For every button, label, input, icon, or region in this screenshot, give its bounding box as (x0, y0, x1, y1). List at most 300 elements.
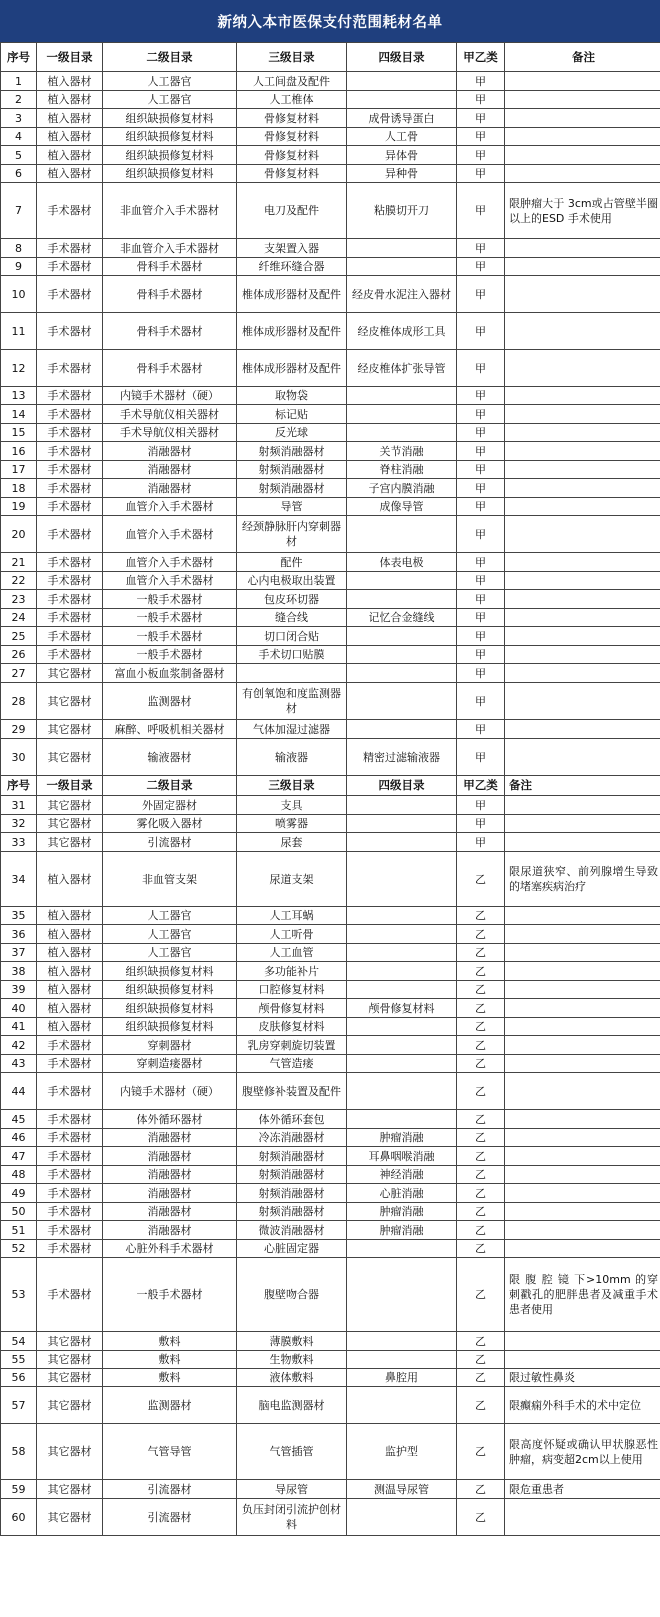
cell-level2: 人工器官 (103, 72, 237, 91)
cell-note (505, 1129, 660, 1147)
cell-level1: 手术器材 (37, 442, 103, 461)
cell-seq: 51 (1, 1221, 37, 1240)
cell-level1: 植入器材 (37, 962, 103, 981)
cell-level3: 液体敷料 (237, 1369, 347, 1387)
cell-note (505, 387, 660, 405)
cell-level1: 手术器材 (37, 1203, 103, 1221)
cell-level2: 体外循环器材 (103, 1110, 237, 1129)
cell-note (505, 461, 660, 479)
cell-level1: 手术器材 (37, 1240, 103, 1258)
cell-level2: 人工器官 (103, 907, 237, 925)
cell-class: 乙 (457, 1203, 505, 1221)
cell-note (505, 1499, 660, 1536)
table-row (1, 387, 660, 405)
header-cell-level3: 三级目录 (237, 43, 347, 72)
cell-class: 乙 (457, 1258, 505, 1332)
cell-level2: 敷料 (103, 1351, 237, 1369)
cell-note (505, 1147, 660, 1166)
cell-class: 甲 (457, 683, 505, 720)
cell-seq: 14 (1, 405, 37, 424)
cell-level3: 输液器 (237, 739, 347, 776)
header-cell-seq: 序号 (1, 43, 37, 72)
header-cell-note: 备注 (505, 43, 660, 72)
cell-seq: 4 (1, 128, 37, 146)
cell-level4 (347, 833, 457, 852)
cell-seq: 21 (1, 553, 37, 572)
cell-level3: 射频消融器材 (237, 1184, 347, 1203)
cell-class: 甲 (457, 128, 505, 146)
cell-seq: 8 (1, 239, 37, 258)
cell-level1: 其它器材 (37, 796, 103, 815)
cell-level2: 消融器材 (103, 1147, 237, 1166)
cell-level2: 穿刺器材 (103, 1036, 237, 1055)
cell-seq: 52 (1, 1240, 37, 1258)
cell-note: 限危重患者 (505, 1480, 660, 1499)
cell-seq: 28 (1, 683, 37, 720)
table-row (1, 739, 660, 776)
cell-class: 乙 (457, 944, 505, 962)
cell-level1: 植入器材 (37, 925, 103, 944)
cell-class: 乙 (457, 981, 505, 999)
cell-level2: 穿刺造瘘器材 (103, 1055, 237, 1073)
cell-level4: 体表电极 (347, 553, 457, 572)
cell-level4 (347, 852, 457, 907)
table-row (1, 72, 660, 91)
table-row (1, 424, 660, 442)
cell-level3: 标记贴 (237, 405, 347, 424)
cell-level4 (347, 516, 457, 553)
cell-level4: 成骨诱导蛋白 (347, 109, 457, 128)
cell-level1: 其它器材 (37, 739, 103, 776)
table-row (1, 627, 660, 646)
cell-level3: 人工听骨 (237, 925, 347, 944)
cell-note (505, 1203, 660, 1221)
cell-note (505, 239, 660, 258)
cell-level3: 皮肤修复材料 (237, 1018, 347, 1036)
cell-note (505, 796, 660, 815)
cell-class: 乙 (457, 1147, 505, 1166)
cell-level4 (347, 424, 457, 442)
cell-level4 (347, 627, 457, 646)
cell-level1: 手术器材 (37, 479, 103, 498)
cell-seq: 10 (1, 276, 37, 313)
cell-class: 甲 (457, 796, 505, 815)
table-row (1, 962, 660, 981)
cell-note: 限 腹 腔 镜 下>10mm 的穿刺戳孔的肥胖患者及减重手术患者使用 (505, 1258, 660, 1332)
table-row (1, 852, 660, 907)
cell-note (505, 944, 660, 962)
cell-level2: 内镜手术器材（硬） (103, 1073, 237, 1110)
cell-seq: 53 (1, 1258, 37, 1332)
cell-level1: 手术器材 (37, 387, 103, 405)
table-row (1, 146, 660, 165)
cell-level2: 富血小板血浆制备器材 (103, 664, 237, 683)
cell-note (505, 981, 660, 999)
cell-level2: 引流器材 (103, 1499, 237, 1536)
cell-level2: 监测器材 (103, 1387, 237, 1424)
cell-class: 甲 (457, 461, 505, 479)
cell-note (505, 1073, 660, 1110)
cell-level2: 心脏外科手术器材 (103, 1240, 237, 1258)
cell-level1: 手术器材 (37, 1055, 103, 1073)
cell-level1: 其它器材 (37, 1369, 103, 1387)
cell-level4: 颅骨修复材料 (347, 999, 457, 1018)
cell-level2: 手术导航仪相关器材 (103, 405, 237, 424)
cell-level2: 消融器材 (103, 1184, 237, 1203)
cell-level2: 消融器材 (103, 442, 237, 461)
table-row (1, 1184, 660, 1203)
cell-class: 甲 (457, 91, 505, 109)
cell-level4: 异体骨 (347, 146, 457, 165)
cell-note (505, 739, 660, 776)
cell-level3: 纤维环缝合器 (237, 258, 347, 276)
cell-level2: 一般手术器材 (103, 646, 237, 664)
cell-seq: 27 (1, 664, 37, 683)
cell-level4: 肿瘤消融 (347, 1129, 457, 1147)
cell-class: 甲 (457, 387, 505, 405)
cell-seq: 56 (1, 1369, 37, 1387)
cell-level3: 体外循环套包 (237, 1110, 347, 1129)
cell-level4 (347, 258, 457, 276)
cell-note (505, 907, 660, 925)
cell-level3: 负压封闭引流护创材料 (237, 1499, 347, 1536)
table-row (1, 165, 660, 183)
cell-note: 限过敏性鼻炎 (505, 1369, 660, 1387)
cell-seq: 18 (1, 479, 37, 498)
cell-level3: 人工间盘及配件 (237, 72, 347, 91)
cell-class: 乙 (457, 999, 505, 1018)
cell-level1: 植入器材 (37, 72, 103, 91)
cell-seq: 17 (1, 461, 37, 479)
cell-level4: 经皮椎体扩张导管 (347, 350, 457, 387)
table-row (1, 498, 660, 516)
cell-level2: 组织缺损修复材料 (103, 962, 237, 981)
cell-seq: 23 (1, 590, 37, 609)
cell-level3: 支架置入器 (237, 239, 347, 258)
cell-level1: 手术器材 (37, 258, 103, 276)
cell-level4: 记忆合金缝线 (347, 609, 457, 627)
cell-level2: 组织缺损修复材料 (103, 999, 237, 1018)
cell-level2: 组织缺损修复材料 (103, 128, 237, 146)
cell-note (505, 516, 660, 553)
cell-level3: 人工椎体 (237, 91, 347, 109)
cell-level3: 生物敷料 (237, 1351, 347, 1369)
cell-note (505, 442, 660, 461)
cell-level1: 植入器材 (37, 907, 103, 925)
cell-level4: 肿瘤消融 (347, 1221, 457, 1240)
cell-level3 (237, 664, 347, 683)
cell-level4: 耳鼻咽喉消融 (347, 1147, 457, 1166)
table-row (1, 1387, 660, 1424)
cell-level2: 非血管介入手术器材 (103, 239, 237, 258)
cell-level2: 血管介入手术器材 (103, 516, 237, 553)
cell-level3: 口腔修复材料 (237, 981, 347, 999)
cell-seq: 46 (1, 1129, 37, 1147)
cell-level3: 有创氧饱和度监测器材 (237, 683, 347, 720)
cell-level4: 经皮椎体成形工具 (347, 313, 457, 350)
cell-note (505, 553, 660, 572)
cell-level3: 骨修复材料 (237, 109, 347, 128)
cell-level4 (347, 815, 457, 833)
cell-level4 (347, 91, 457, 109)
cell-class: 甲 (457, 609, 505, 627)
cell-level3: 手术切口贴膜 (237, 646, 347, 664)
cell-level4: 关节消融 (347, 442, 457, 461)
cell-level4: 异种骨 (347, 165, 457, 183)
cell-level2: 人工器官 (103, 925, 237, 944)
cell-seq: 29 (1, 720, 37, 739)
cell-class: 甲 (457, 258, 505, 276)
header-cell-level3: 三级目录 (237, 776, 347, 796)
cell-level3: 气体加湿过滤器 (237, 720, 347, 739)
cell-level4: 精密过滤输液器 (347, 739, 457, 776)
cell-level3: 脑电监测器材 (237, 1387, 347, 1424)
cell-level3: 导尿管 (237, 1480, 347, 1499)
cell-class: 乙 (457, 1221, 505, 1240)
table-row (1, 1240, 660, 1258)
cell-level4 (347, 572, 457, 590)
cell-note (505, 1240, 660, 1258)
cell-level2: 一般手术器材 (103, 590, 237, 609)
cell-level3: 包皮环切器 (237, 590, 347, 609)
cell-class: 甲 (457, 553, 505, 572)
cell-level1: 其它器材 (37, 683, 103, 720)
cell-level3: 尿套 (237, 833, 347, 852)
cell-seq: 45 (1, 1110, 37, 1129)
cell-level1: 植入器材 (37, 109, 103, 128)
cell-level1: 手术器材 (37, 239, 103, 258)
cell-level4 (347, 1073, 457, 1110)
cell-note (505, 999, 660, 1018)
cell-note (505, 609, 660, 627)
cell-level4 (347, 1055, 457, 1073)
cell-level1: 手术器材 (37, 516, 103, 553)
cell-class: 甲 (457, 739, 505, 776)
cell-level4 (347, 981, 457, 999)
cell-class: 乙 (457, 1369, 505, 1387)
cell-level4 (347, 907, 457, 925)
table-row (1, 999, 660, 1018)
table-row (1, 1369, 660, 1387)
cell-level3: 射频消融器材 (237, 442, 347, 461)
cell-level1: 其它器材 (37, 1387, 103, 1424)
cell-note (505, 109, 660, 128)
cell-class: 乙 (457, 1166, 505, 1184)
cell-level4 (347, 796, 457, 815)
cell-level1: 手术器材 (37, 498, 103, 516)
cell-level2: 消融器材 (103, 1129, 237, 1147)
header-cell-level1: 一级目录 (37, 43, 103, 72)
cell-level1: 植入器材 (37, 999, 103, 1018)
cell-seq: 43 (1, 1055, 37, 1073)
cell-level3: 薄膜敷料 (237, 1332, 347, 1351)
cell-level3: 椎体成形器材及配件 (237, 276, 347, 313)
cell-class: 甲 (457, 572, 505, 590)
table-row (1, 239, 660, 258)
table-row (1, 796, 660, 815)
table-row (1, 590, 660, 609)
cell-level4: 鼻腔用 (347, 1369, 457, 1387)
cell-note: 限尿道狭窄、前列腺增生导致的堵塞疾病治疗 (505, 852, 660, 907)
cell-level1: 其它器材 (37, 1480, 103, 1499)
cell-class: 乙 (457, 1184, 505, 1203)
table-row (1, 1147, 660, 1166)
cell-level2: 引流器材 (103, 1480, 237, 1499)
cell-level1: 手术器材 (37, 646, 103, 664)
cell-note (505, 165, 660, 183)
cell-note (505, 405, 660, 424)
cell-level2: 组织缺损修复材料 (103, 165, 237, 183)
cell-level1: 植入器材 (37, 981, 103, 999)
cell-level3: 经颈静脉肝内穿刺器材 (237, 516, 347, 553)
cell-seq: 32 (1, 815, 37, 833)
table-row (1, 405, 660, 424)
cell-note (505, 815, 660, 833)
table-row (1, 128, 660, 146)
cell-level4 (347, 1110, 457, 1129)
cell-class: 甲 (457, 109, 505, 128)
table-row (1, 1073, 660, 1110)
table-row (1, 313, 660, 350)
cell-level4 (347, 962, 457, 981)
cell-class: 乙 (457, 1351, 505, 1369)
cell-seq: 58 (1, 1424, 37, 1480)
cell-seq: 39 (1, 981, 37, 999)
cell-level4: 人工骨 (347, 128, 457, 146)
cell-seq: 40 (1, 999, 37, 1018)
cell-level3: 射频消融器材 (237, 1203, 347, 1221)
cell-level2: 骨科手术器材 (103, 276, 237, 313)
cell-seq: 7 (1, 183, 37, 239)
table-row (1, 646, 660, 664)
cell-seq: 41 (1, 1018, 37, 1036)
cell-level1: 其它器材 (37, 833, 103, 852)
cell-level2: 手术导航仪相关器材 (103, 424, 237, 442)
cell-level4: 测温导尿管 (347, 1480, 457, 1499)
cell-level1: 植入器材 (37, 91, 103, 109)
table-row (1, 1110, 660, 1129)
cell-level4 (347, 1387, 457, 1424)
cell-note (505, 424, 660, 442)
cell-level4 (347, 590, 457, 609)
cell-level2: 骨科手术器材 (103, 350, 237, 387)
cell-seq: 44 (1, 1073, 37, 1110)
cell-class: 甲 (457, 276, 505, 313)
cell-seq: 55 (1, 1351, 37, 1369)
cell-level1: 手术器材 (37, 424, 103, 442)
cell-level1: 手术器材 (37, 1184, 103, 1203)
cell-level2: 输液器材 (103, 739, 237, 776)
cell-level2: 外固定器材 (103, 796, 237, 815)
cell-note: 限高度怀疑或确认甲状腺恶性肿瘤，病变超2cm以上使用 (505, 1424, 660, 1480)
cell-note (505, 1221, 660, 1240)
cell-class: 甲 (457, 424, 505, 442)
cell-level4 (347, 72, 457, 91)
table-row (1, 479, 660, 498)
cell-seq: 11 (1, 313, 37, 350)
cell-note (505, 128, 660, 146)
cell-seq: 54 (1, 1332, 37, 1351)
cell-level3: 颅骨修复材料 (237, 999, 347, 1018)
cell-level1: 其它器材 (37, 1499, 103, 1536)
table-row (1, 609, 660, 627)
cell-level3: 射频消融器材 (237, 479, 347, 498)
cell-level4 (347, 664, 457, 683)
cell-level4 (347, 1332, 457, 1351)
cell-class: 甲 (457, 313, 505, 350)
cell-note (505, 1055, 660, 1073)
cell-seq: 6 (1, 165, 37, 183)
cell-level1: 手术器材 (37, 405, 103, 424)
header-cell-level2: 二级目录 (103, 776, 237, 796)
cell-level1: 手术器材 (37, 590, 103, 609)
cell-class: 乙 (457, 1129, 505, 1147)
cell-class: 甲 (457, 350, 505, 387)
cell-level2: 人工器官 (103, 91, 237, 109)
header-cell-level2: 二级目录 (103, 43, 237, 72)
cell-level3: 椎体成形器材及配件 (237, 313, 347, 350)
table-row (1, 258, 660, 276)
cell-level2: 消融器材 (103, 461, 237, 479)
cell-level4 (347, 720, 457, 739)
cell-note (505, 925, 660, 944)
table-row (1, 1055, 660, 1073)
table-row (1, 1018, 660, 1036)
cell-level4 (347, 683, 457, 720)
cell-seq: 16 (1, 442, 37, 461)
cell-level3: 缝合线 (237, 609, 347, 627)
cell-level2: 消融器材 (103, 1166, 237, 1184)
cell-seq: 22 (1, 572, 37, 590)
cell-level3: 电刀及配件 (237, 183, 347, 239)
cell-class: 乙 (457, 1036, 505, 1055)
cell-seq: 48 (1, 1166, 37, 1184)
cell-level2: 内镜手术器材（硬） (103, 387, 237, 405)
cell-level4: 监护型 (347, 1424, 457, 1480)
table-row (1, 1036, 660, 1055)
cell-level3: 支具 (237, 796, 347, 815)
cell-class: 乙 (457, 1018, 505, 1036)
table-row (1, 442, 660, 461)
cell-class: 乙 (457, 925, 505, 944)
cell-level4 (347, 239, 457, 258)
cell-note (505, 350, 660, 387)
cell-level1: 植入器材 (37, 165, 103, 183)
cell-level2: 消融器材 (103, 1221, 237, 1240)
cell-class: 甲 (457, 498, 505, 516)
cell-level2: 非血管支架 (103, 852, 237, 907)
cell-level3: 气管插管 (237, 1424, 347, 1480)
table-row (1, 720, 660, 739)
cell-level2: 血管介入手术器材 (103, 572, 237, 590)
cell-level1: 手术器材 (37, 1073, 103, 1110)
header-cell-level1: 一级目录 (37, 776, 103, 796)
cell-level4 (347, 1018, 457, 1036)
cell-level3: 心脏固定器 (237, 1240, 347, 1258)
cell-level3: 腹壁吻合器 (237, 1258, 347, 1332)
cell-level1: 其它器材 (37, 1424, 103, 1480)
cell-level4 (347, 646, 457, 664)
cell-level3: 乳房穿刺旋切装置 (237, 1036, 347, 1055)
cell-level2: 消融器材 (103, 1203, 237, 1221)
cell-note (505, 313, 660, 350)
table-row (1, 944, 660, 962)
cell-level3: 心内电极取出装置 (237, 572, 347, 590)
cell-class: 甲 (457, 627, 505, 646)
cell-seq: 33 (1, 833, 37, 852)
table-row (1, 553, 660, 572)
table-row (1, 664, 660, 683)
